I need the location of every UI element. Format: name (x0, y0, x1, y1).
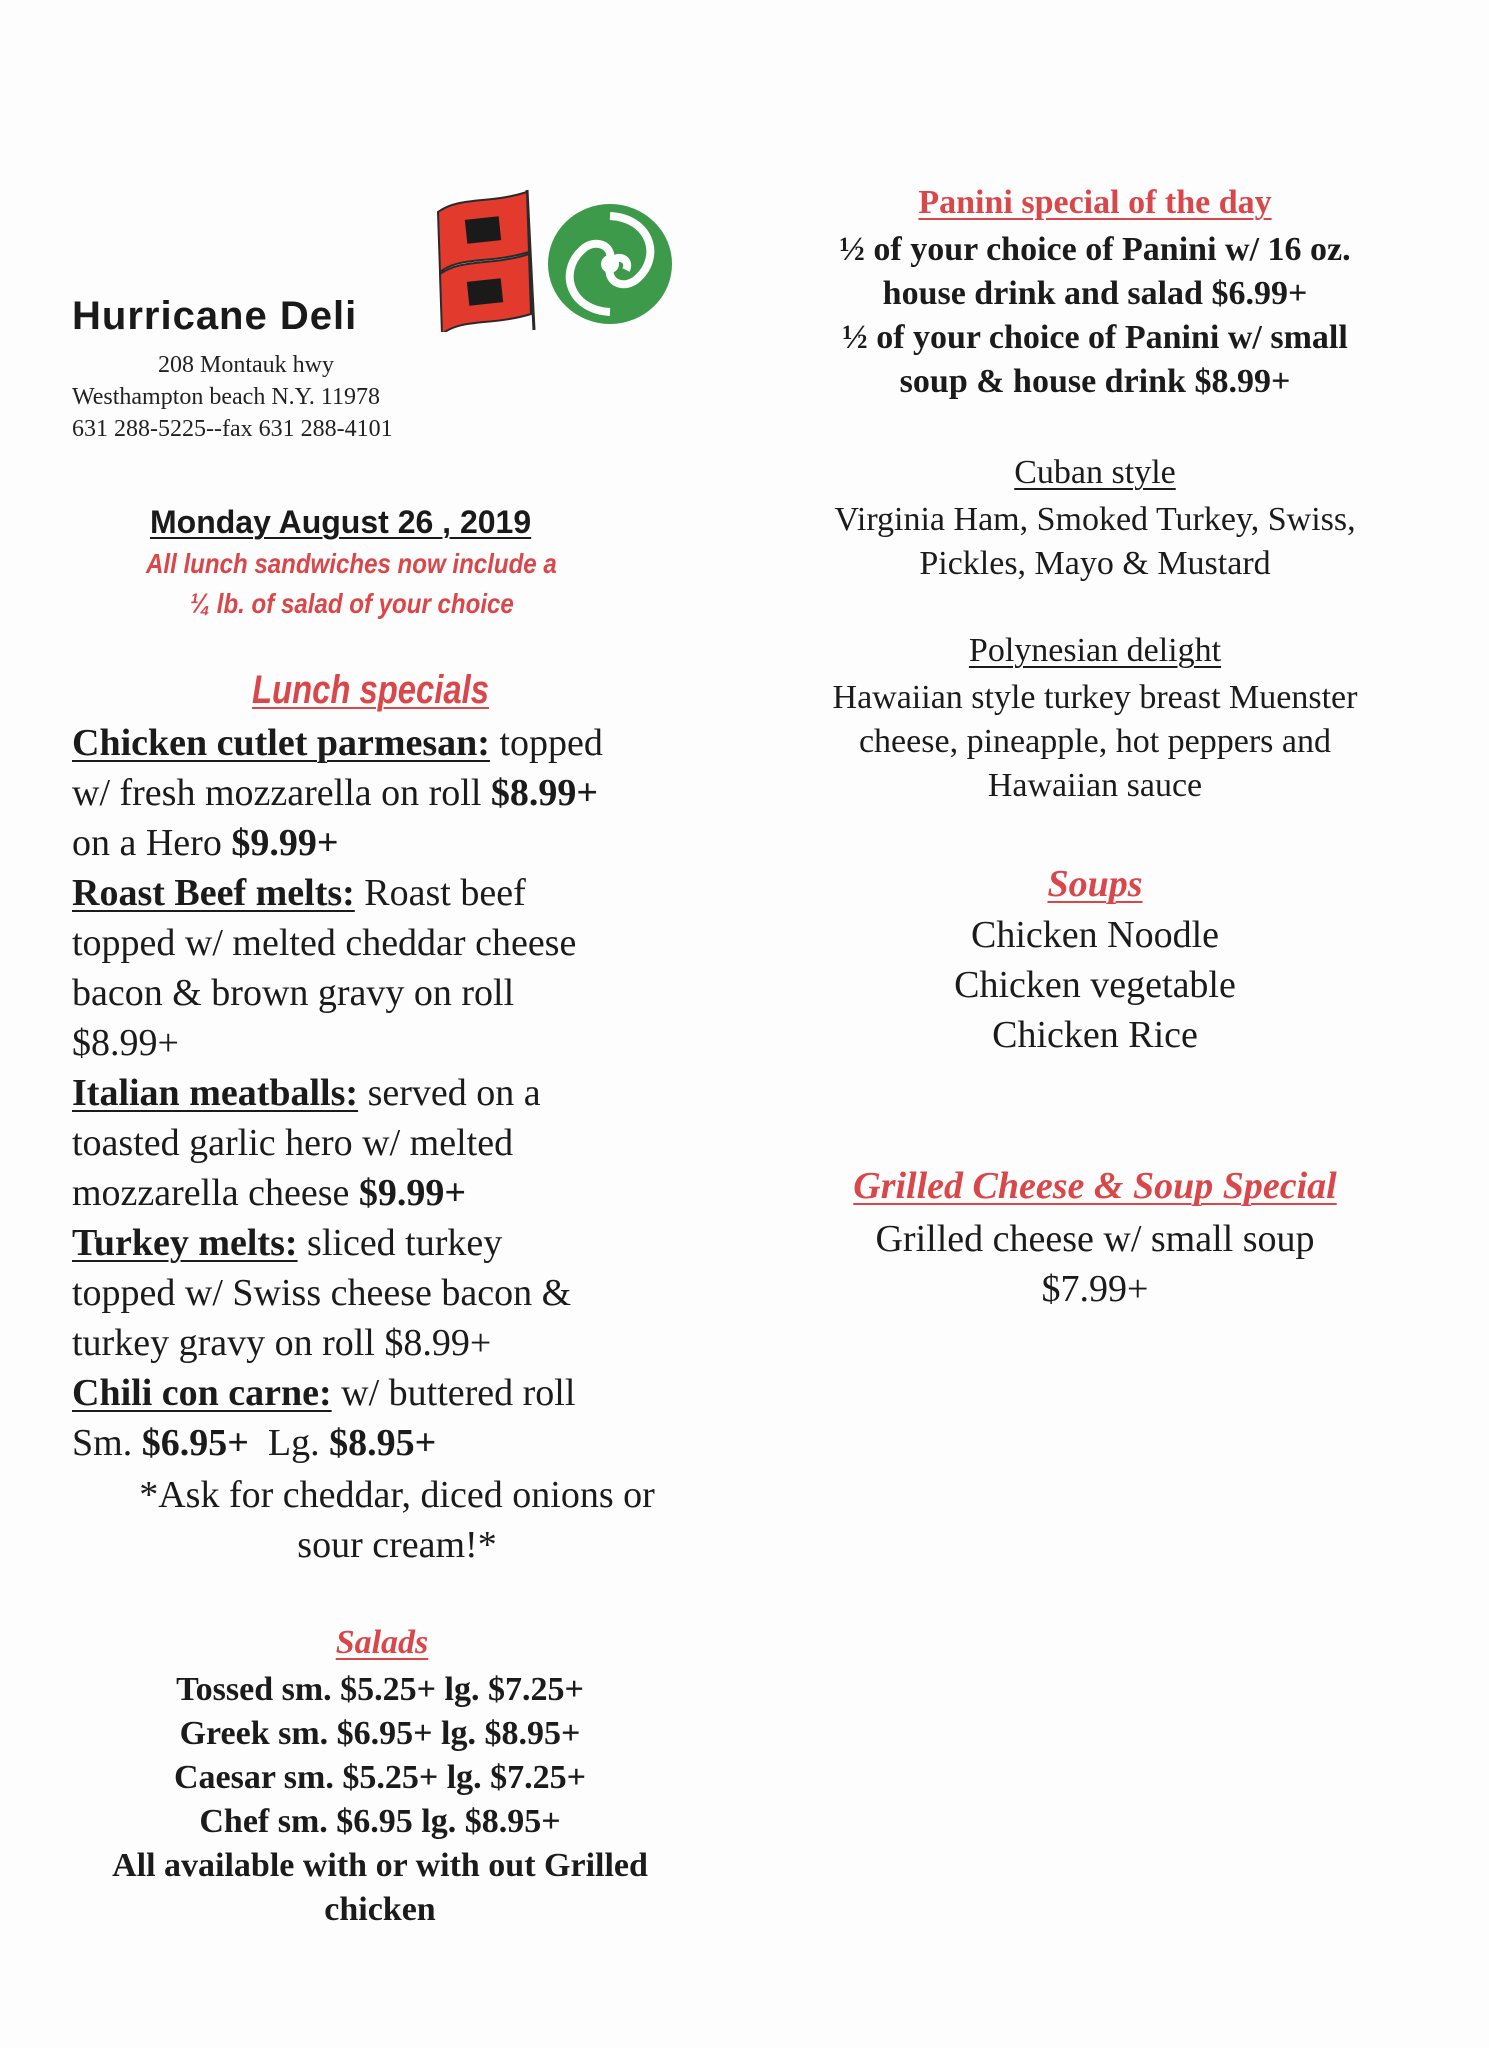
grilled-cheese-title: Grilled Cheese & Soup Special (853, 1165, 1337, 1207)
storm-flag-logo (430, 182, 550, 332)
polynesian-line: Hawaiian style turkey breast Muenster (832, 679, 1358, 716)
lunch-item-line (72, 1068, 712, 1118)
lunch-item-price: $8.99+ (72, 1022, 179, 1064)
salads-list (60, 1668, 700, 1932)
panini-line: ½ of your choice of Panini w/ small (842, 319, 1348, 356)
soup-item: Chicken Noodle (970, 914, 1219, 956)
lunch-item-line (72, 1318, 712, 1368)
lunch-item-desc: served on a (358, 1072, 541, 1114)
menu-date: Monday August 26 , 2019 (150, 504, 532, 540)
chili-note-line: *Ask for cheddar, diced onions or (139, 1474, 655, 1516)
cuban-line: Virginia Ham, Smoked Turkey, Swiss, (834, 501, 1356, 538)
salad-item: Greek sm. $6.95+ lg. $8.95+ (179, 1715, 581, 1752)
lunch-item-line (72, 818, 712, 868)
address-street: 208 Montauk hwy (158, 352, 334, 378)
grilled-cheese-price: $7.99+ (1041, 1268, 1149, 1310)
lunch-item-name: Chicken cutlet parmesan: (72, 722, 490, 764)
chili-note-line: sour cream!* (297, 1524, 497, 1566)
lunch-item-desc: w/ buttered roll (331, 1372, 576, 1414)
salad-item: Caesar sm. $5.25+ lg. $7.25+ (173, 1759, 587, 1796)
lunch-specials-list (72, 718, 712, 1468)
soup-item: Chicken Rice (992, 1014, 1198, 1056)
lunch-item-price: $8.99+ (490, 772, 599, 814)
panini-line: house drink and salad $6.99+ (882, 275, 1308, 312)
lunch-item-line (72, 1368, 712, 1418)
lunch-specials-title: Lunch specials (252, 668, 489, 712)
lunch-item-desc: topped w/ melted cheddar cheese (72, 922, 577, 964)
lunch-item-line (72, 1118, 712, 1168)
lunch-item-desc: mozzarella cheese (72, 1172, 359, 1214)
polynesian-title: Polynesian delight (968, 632, 1222, 669)
soups-list (780, 910, 1410, 1060)
lunch-item-line (72, 1418, 712, 1468)
lunch-item-line (72, 868, 712, 918)
lunch-item-desc: topped w/ Swiss cheese bacon & (72, 1272, 572, 1314)
lunch-item-name: Roast Beef melts: (72, 872, 355, 914)
lunch-item-line (72, 918, 712, 968)
lunch-item-desc: turkey gravy on roll $8.99+ (72, 1322, 492, 1364)
lunch-item-line (72, 768, 712, 818)
lunch-item-desc: topped (489, 722, 603, 764)
lunch-item-line (72, 1168, 712, 1218)
grilled-cheese-body (780, 1214, 1410, 1314)
lunch-item-price: $6.95+ (141, 1422, 249, 1464)
salad-note: chicken (324, 1891, 436, 1928)
hurricanes-logo (540, 196, 680, 331)
lunch-item-desc: sliced turkey (297, 1222, 503, 1264)
size-label: Lg. (248, 1422, 330, 1464)
soup-item: Chicken vegetable (954, 964, 1236, 1006)
panini-line: ½ of your choice of Panini w/ 16 oz. (839, 231, 1351, 268)
polynesian-body (780, 676, 1410, 808)
lunch-item-line (72, 1018, 712, 1068)
lunch-item-price: $9.99+ (358, 1172, 467, 1214)
lunch-item-price: $8.95+ (329, 1422, 437, 1464)
salad-note: All available with or with out Grilled (112, 1847, 648, 1884)
salad-item: Chef sm. $6.95 lg. $8.95+ (199, 1803, 561, 1840)
salad-item: Tossed sm. $5.25+ lg. $7.25+ (176, 1671, 584, 1708)
cuban-title: Cuban style (1014, 454, 1176, 491)
polynesian-line: cheese, pineapple, hot peppers and (858, 723, 1332, 760)
lunch-item-line (72, 1268, 712, 1318)
sandwich-notice-line1: All lunch sandwiches now include a (146, 548, 557, 579)
chili-note (72, 1470, 722, 1570)
lunch-item-line (72, 718, 712, 768)
salads-title: Salads (335, 1624, 429, 1661)
lunch-item-desc: Roast beef (354, 872, 526, 914)
grilled-cheese-line: Grilled cheese w/ small soup (875, 1218, 1315, 1260)
lunch-item-line (72, 968, 712, 1018)
polynesian-line: Hawaiian sauce (987, 767, 1203, 804)
lunch-item-name: Chili con carne: (72, 1372, 332, 1414)
lunch-item-line (72, 1218, 712, 1268)
cuban-body (780, 498, 1410, 586)
panini-line: soup & house drink $8.99+ (899, 363, 1291, 400)
cuban-line: Pickles, Mayo & Mustard (919, 545, 1271, 582)
address-city: Westhampton beach N.Y. 11978 (72, 384, 381, 410)
lunch-item-desc: w/ fresh mozzarella on roll (72, 772, 491, 814)
panini-title: Panini special of the day (918, 184, 1272, 221)
size-label: Sm. (72, 1422, 142, 1464)
panini-body (780, 228, 1410, 404)
lunch-item-name: Turkey melts: (72, 1222, 298, 1264)
lunch-item-desc: toasted garlic hero w/ melted (72, 1122, 514, 1164)
store-name: Hurricane Deli (72, 294, 358, 338)
lunch-item-price: $9.99+ (231, 822, 339, 864)
lunch-item-name: Italian meatballs: (72, 1072, 359, 1114)
lunch-item-desc: on a Hero (72, 822, 232, 864)
address-phone: 631 288-5225--fax 631 288-4101 (72, 416, 393, 442)
soups-title: Soups (1047, 863, 1143, 905)
sandwich-notice-line2: ¼ lb. of salad of your choice (190, 588, 514, 619)
lunch-item-desc: bacon & brown gravy on roll (72, 972, 515, 1014)
